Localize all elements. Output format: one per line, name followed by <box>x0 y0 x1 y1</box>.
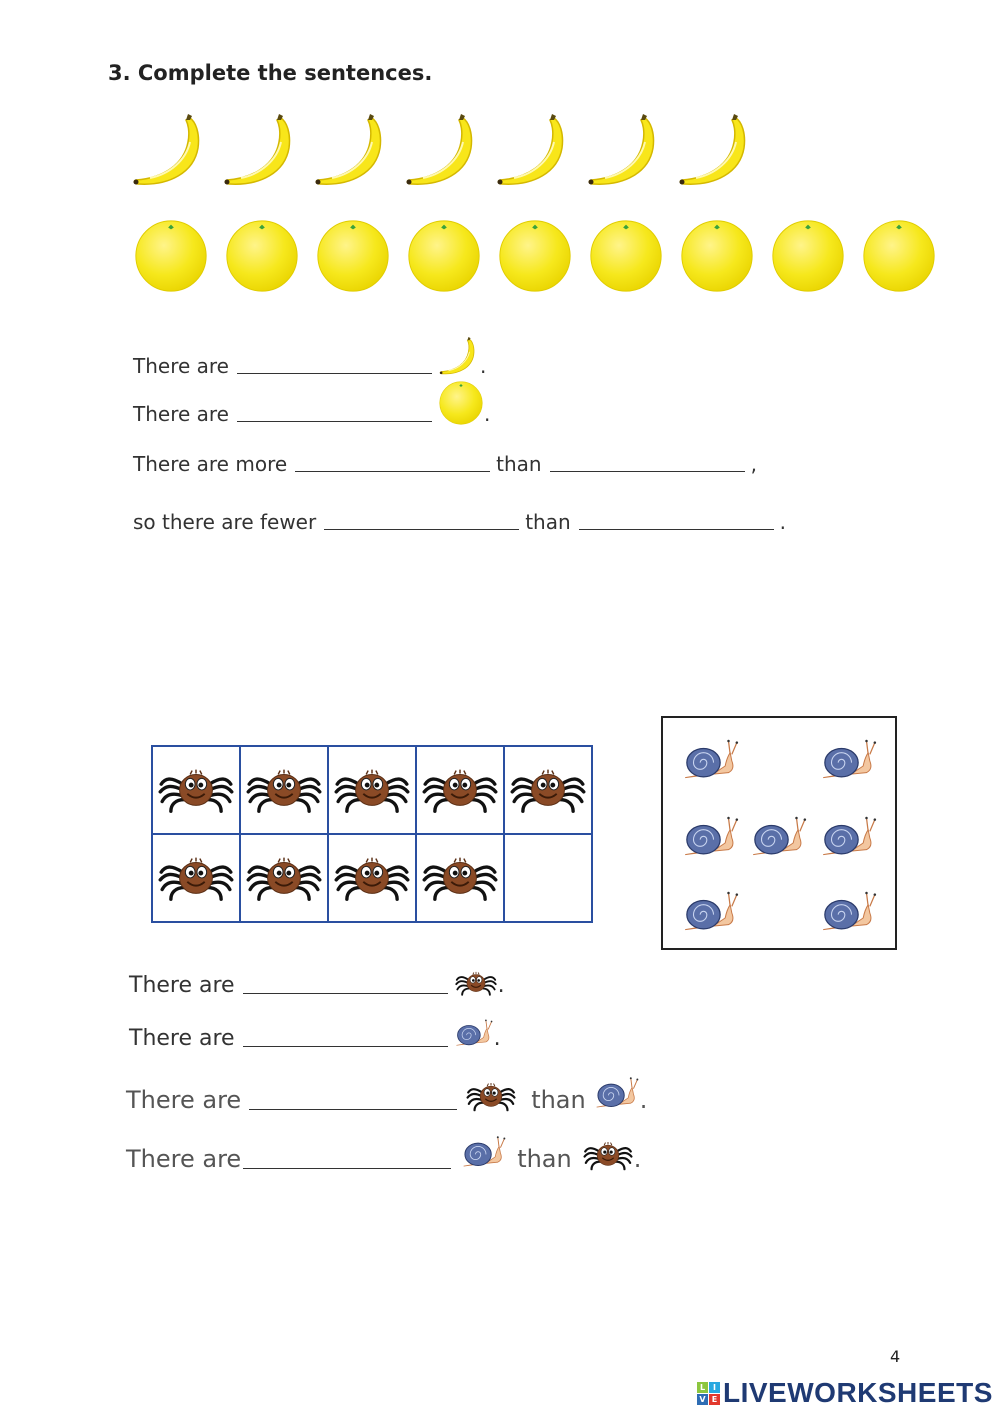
banana-icon <box>494 112 574 192</box>
grid-cell <box>504 834 592 922</box>
grid-row <box>152 834 592 922</box>
spider-icon <box>421 847 499 905</box>
spider-icon <box>245 847 323 905</box>
punctuation: . <box>497 973 505 998</box>
badge-letter: V <box>697 1394 708 1405</box>
spider-icon <box>582 1135 634 1173</box>
grid-cell <box>504 746 592 834</box>
sentence-text: There are <box>126 1086 242 1114</box>
sentence-text: so there are fewer <box>133 510 317 534</box>
grid-cell <box>152 834 240 922</box>
answer-blank[interactable] <box>579 528 774 530</box>
orange-icon <box>438 380 484 426</box>
grid-cell <box>328 746 416 834</box>
orange-icon <box>406 218 482 294</box>
orange-icon <box>770 218 846 294</box>
sentence-text: There are <box>133 402 229 426</box>
snail-box <box>661 716 897 950</box>
snail-icon <box>681 736 741 786</box>
punctuation: . <box>639 1086 648 1114</box>
spider-icon <box>157 847 235 905</box>
orange-icon <box>861 218 937 294</box>
snail-icon <box>819 813 879 863</box>
orange-icon <box>224 218 300 294</box>
banana-icon <box>676 112 756 192</box>
snail-icon <box>461 1133 507 1173</box>
snail-icon <box>594 1074 640 1114</box>
logo-text: LIVEWORKSHEETS <box>723 1377 993 1408</box>
grid-cell <box>240 834 328 922</box>
answer-blank[interactable] <box>237 372 432 374</box>
banana-icon <box>438 336 480 378</box>
snail-icon <box>454 1017 494 1051</box>
punctuation: . <box>633 1145 642 1173</box>
snail-icon <box>819 888 879 938</box>
sentence-more <box>133 452 757 476</box>
badge-letter: E <box>709 1394 720 1405</box>
sentence-bananas <box>133 336 486 378</box>
spider-icon <box>333 847 411 905</box>
snail-icon <box>749 813 809 863</box>
snail-icon <box>819 736 879 786</box>
grid-cell <box>152 746 240 834</box>
punctuation: . <box>484 402 491 426</box>
answer-blank[interactable] <box>243 992 448 994</box>
sentence-fewer <box>133 510 786 534</box>
spider-icon <box>421 759 499 817</box>
answer-blank[interactable] <box>243 1045 448 1047</box>
orange-icon <box>315 218 391 294</box>
orange-icon <box>497 218 573 294</box>
punctuation: . <box>480 354 487 378</box>
answer-blank[interactable] <box>243 1167 451 1169</box>
spider-icon <box>454 966 498 998</box>
liveworksheets-logo <box>697 1377 993 1409</box>
sentence-text: than <box>525 510 571 534</box>
orange-icon <box>679 218 755 294</box>
sentence-text: than <box>531 1086 586 1114</box>
sentence-text: There are more <box>133 452 288 476</box>
sentence-text: There are <box>129 973 235 998</box>
sentence-snails <box>129 1017 501 1051</box>
sentence-text: than <box>517 1145 572 1173</box>
badge-letter: I <box>709 1382 720 1393</box>
spider-icon <box>157 759 235 817</box>
answer-blank[interactable] <box>295 470 490 472</box>
sentence-text: There are <box>129 1026 235 1051</box>
grid-cell <box>416 834 504 922</box>
answer-blank[interactable] <box>550 470 745 472</box>
orange-icon <box>588 218 664 294</box>
grid-cell <box>328 834 416 922</box>
answer-blank[interactable] <box>324 528 519 530</box>
banana-icon <box>221 112 301 192</box>
sentence-spiders <box>129 966 505 998</box>
answer-blank[interactable] <box>237 420 432 422</box>
sentence-text: There are <box>133 354 229 378</box>
snail-icon <box>681 888 741 938</box>
sentence-text: There are <box>126 1145 242 1173</box>
snail-icon <box>681 813 741 863</box>
banana-icon <box>312 112 392 192</box>
banana-icon <box>130 112 210 192</box>
spider-icon <box>333 759 411 817</box>
banana-icon <box>585 112 665 192</box>
spider-icon <box>245 759 323 817</box>
sentence-text: than <box>496 452 542 476</box>
banana-icon <box>403 112 483 192</box>
live-badge-icon <box>697 1382 720 1405</box>
sentence-compare-spiders <box>126 1074 647 1114</box>
sentence-oranges <box>133 380 490 426</box>
grid-cell <box>240 746 328 834</box>
page-number: 4 <box>890 1347 901 1366</box>
grid-row <box>152 746 592 834</box>
punctuation: , <box>750 452 757 476</box>
section-title: 3. Complete the sentences. <box>108 61 433 85</box>
punctuation: . <box>493 1026 501 1051</box>
spider-icon <box>465 1076 517 1114</box>
punctuation: . <box>779 510 787 534</box>
answer-blank[interactable] <box>249 1108 457 1110</box>
grid-cell <box>416 746 504 834</box>
spider-ten-frame <box>151 745 593 923</box>
spider-icon <box>509 759 587 817</box>
sentence-compare-snails <box>126 1133 641 1173</box>
badge-letter: L <box>697 1382 708 1393</box>
orange-icon <box>133 218 209 294</box>
